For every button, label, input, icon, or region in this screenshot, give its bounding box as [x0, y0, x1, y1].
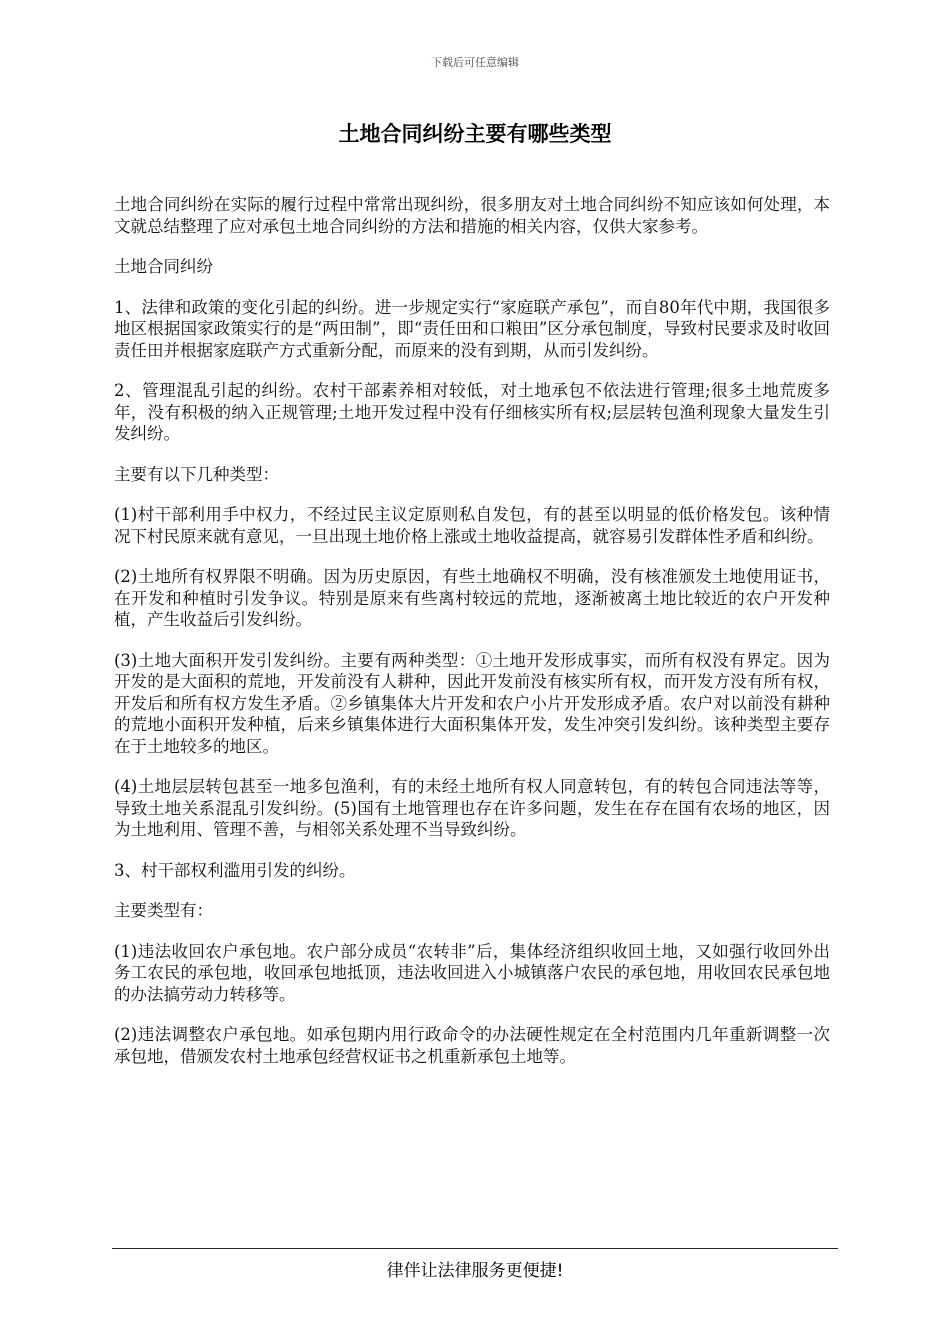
paragraph-heading: 土地合同纠纷	[114, 257, 213, 276]
paragraph-intro: 土地合同纠纷在实际的履行过程中常常出现纠纷，很多朋友对土地合同纠纷不知应该如何处理，本文就总结整理了应对承包土地合同纠纷的方法和措施的相关内容，仅供大家参考。	[114, 195, 830, 236]
paragraph-main-type-2: (2)违法调整农户承包地。如承包期内用行政命令的办法硬性规定在全村范围内几年重新调整一次承包地，借颁发农村土地承包经营权证书之机重新承包土地等。	[114, 1025, 830, 1066]
paragraph-type-1: (1)村干部利用手中权力，不经过民主议定原则私自发包，有的甚至以明显的低价格发包。该种情况下村民原来就有意见，一旦出现土地价格上涨或土地收益提高，就容易引发群体性矛盾和纠纷。	[114, 505, 830, 546]
paragraph-item-1: 1、法律和政策的变化引起的纠纷。进一步规定实行“家庭联产承包”，而自80年代中期，我国很多地区根据国家政策实行的是“两田制”，即“责任田和口粮田”区分承包制度，导致村民要求及时收回责任田并根据家庭联产方式重新分配，而原来的没有到期，从而引发纠纷。	[114, 297, 830, 360]
header-note: 下载后可任意编辑	[431, 56, 519, 69]
document-body	[114, 194, 830, 1086]
document-title: 土地合同纠纷主要有哪些类型	[338, 122, 612, 146]
footer-divider	[112, 1248, 838, 1249]
paragraph-type-3: (3)土地大面积开发引发纠纷。主要有两种类型：①土地开发形成事实，而所有权没有界定。因为开发的是大面积的荒地，开发前没有人耕种，因此开发前没有核实所有权，而开发方没有所有权，开发后和所有权方发生矛盾。②乡镇集体大片开发和农户小片开发形成矛盾。农户对以前没有耕种的荒地小面积开发种植，后来乡镇集体进行大面积集体开发，发生冲突引发纠纷。该种类型主要存在于土地较多的地区。	[114, 650, 830, 756]
paragraph-main-type-1: (1)违法收回农户承包地。农户部分成员“农转非”后，集体经济组织收回土地，又如强行收回外出务工农民的承包地，收回承包地抵顶，违法收回进入小城镇落户农民的承包地，用收回农民承包地的办法搞劳动力转移等。	[114, 941, 830, 1004]
paragraph-item-2: 2、管理混乱引起的纠纷。农村干部素养相对较低，对土地承包不依法进行管理;很多土地荒废多年，没有积极的纳入正规管理;土地开发过程中没有仔细核实所有权;层层转包渔利现象大量发生引发纠纷。	[114, 381, 830, 443]
paragraph-type-4-5: (4)土地层层转包甚至一地多包渔利，有的未经土地所有权人同意转包，有的转包合同违法等等，导致土地关系混乱引发纠纷。(5)国有土地管理也存在许多问题，发生在存在国有农场的地区，因为土地利用、管理不善，与相邻关系处理不当导致纠纷。	[114, 777, 830, 839]
footer-slogan: 律伴让法律服务更便捷!	[386, 1261, 564, 1281]
paragraph-type-2: (2)土地所有权界限不明确。因为历史原因，有些土地确权不明确，没有核准颁发土地使用证书，在开发和种植时引发争议。特别是原来有些离村较远的荒地，逐渐被离土地比较近的农户开发种植，产生收益后引发纠纷。	[114, 567, 830, 629]
paragraph-types-heading: 主要有以下几种类型：	[114, 464, 279, 484]
paragraph-item-3: 3、村干部权利滥用引发的纠纷。	[114, 860, 356, 880]
paragraph-main-types-heading: 主要类型有：	[114, 901, 213, 920]
